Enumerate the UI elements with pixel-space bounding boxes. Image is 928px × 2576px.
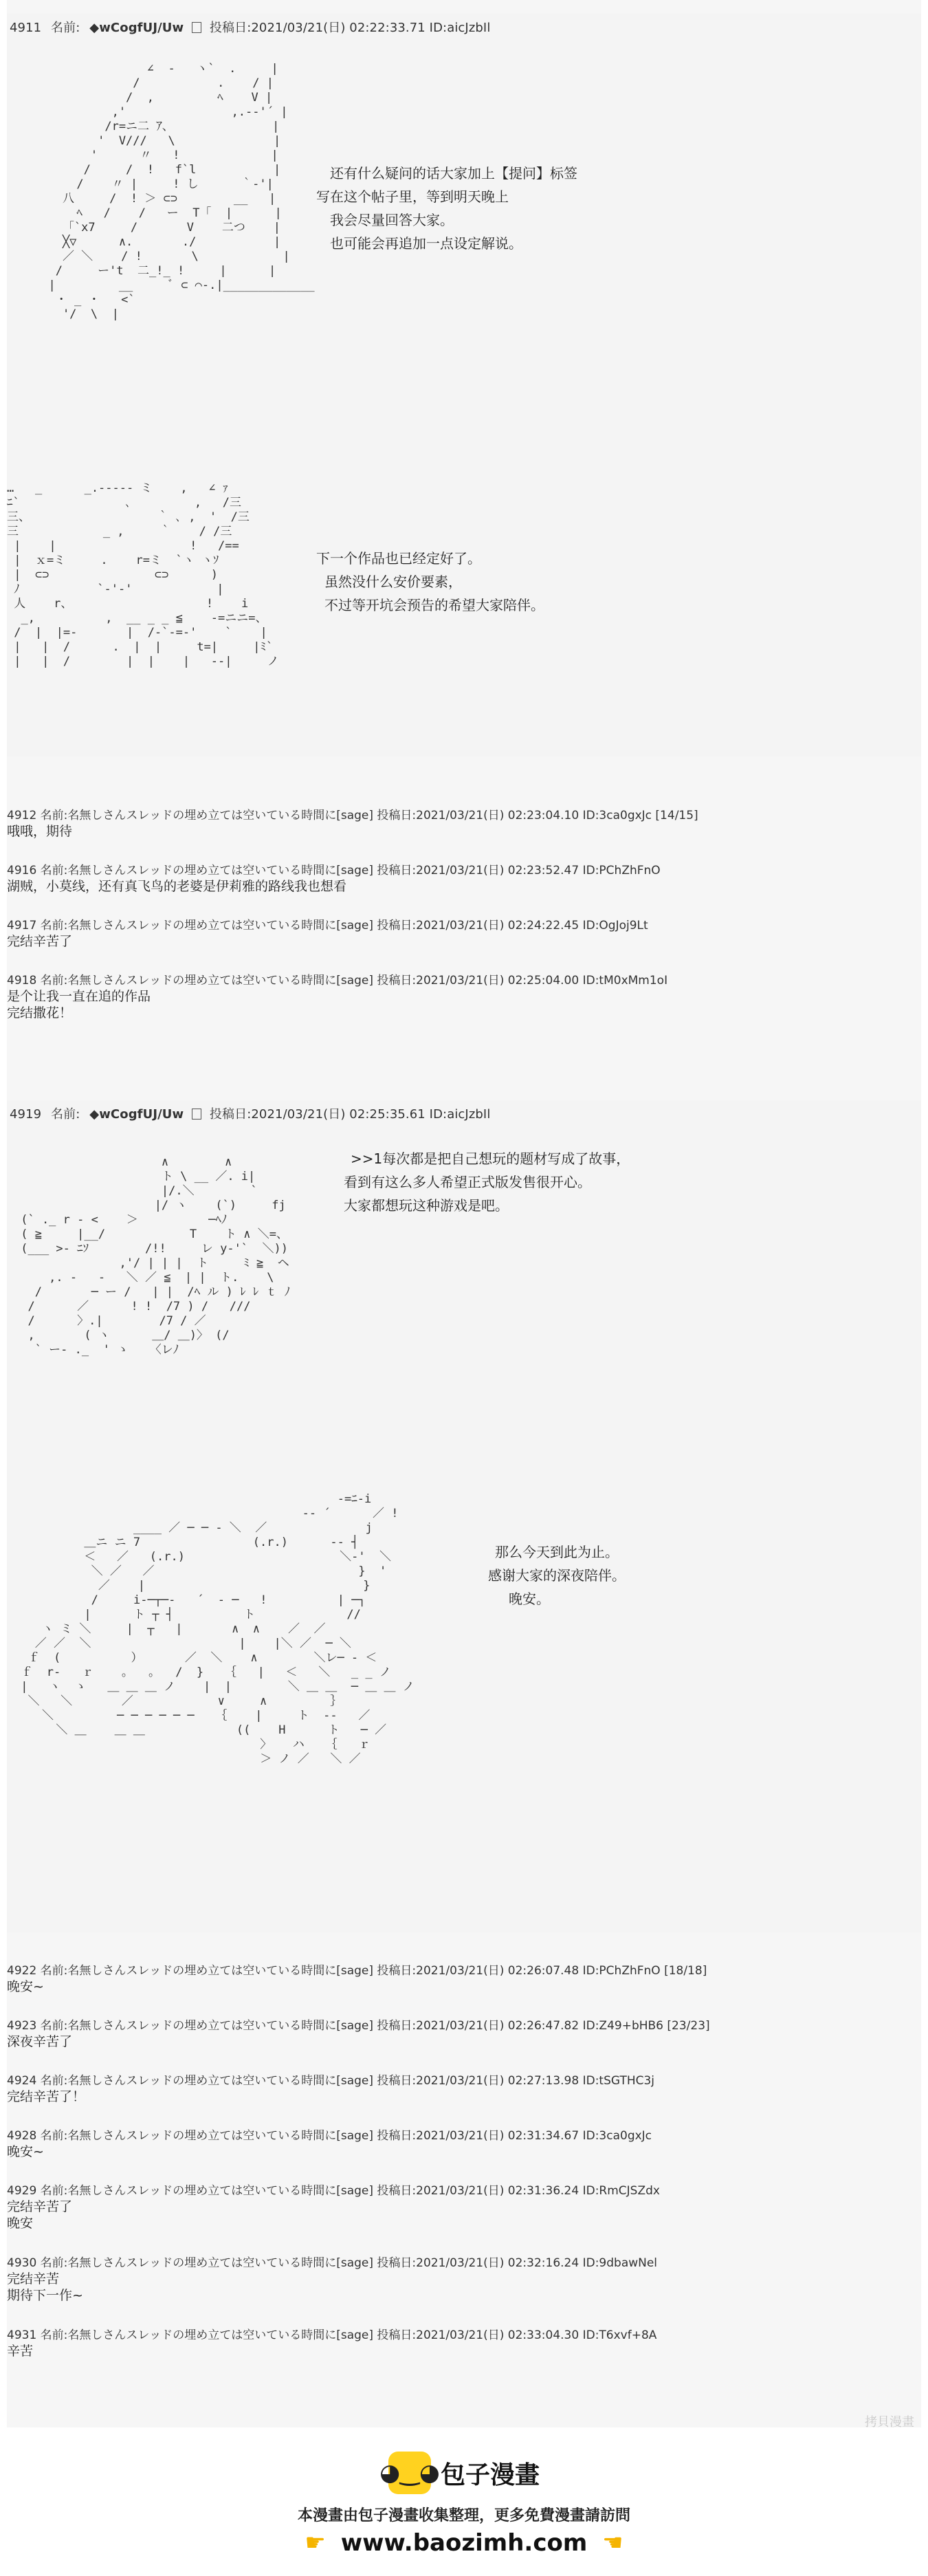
reply-text: 完结辛苦了: [7, 934, 73, 949]
speech-line: 下一个作品也已经定好了。: [316, 550, 481, 567]
reply-post: [7, 1963, 921, 1995]
reply-text: 完结辛苦了: [7, 2199, 73, 2214]
reply-header: 4924 名前:名無しさんスレッドの埋め立ては空いている時間に[sage] 投稿日:2021/03/21(日) 02:27:13.98 ID:tSGTHC3j: [7, 2074, 655, 2088]
reply-header: 4928 名前:名無しさんスレッドの埋め立ては空いている時間に[sage] 投稿日:2021/03/21(日) 02:31:34.67 ID:3ca0gxJc: [7, 2129, 652, 2143]
document-icon: [192, 22, 201, 33]
name-label: 名前:: [51, 1107, 80, 1122]
post-date-id: 投稿日:2021/03/21(日) 02:22:33.71 ID:aicJzbIl: [209, 21, 491, 35]
speech-line: 写在这个帖子里，等到明天晚上: [316, 188, 509, 205]
reply-text: 完结辛苦了！: [7, 2089, 86, 2104]
speech-line: 感谢大家的深夜陪伴。: [488, 1567, 626, 1584]
reply-text: 辛苦: [7, 2344, 34, 2359]
reply-header: 4930 名前:名無しさんスレッドの埋め立ては空いている時間に[sage] 投稿日:2021/03/21(日) 02:32:16.24 ID:9dbawNel: [7, 2256, 658, 2270]
speech-line: 我会尽量回答大家。: [330, 212, 454, 228]
speech-block-a: [344, 1147, 630, 1217]
brand-name: 包子漫畫: [440, 2460, 540, 2489]
footer-note: 本漫畫由包子漫畫收集整理，更多免費漫畫請訪問: [297, 2507, 630, 2524]
reply-header: 4931 名前:名無しさんスレッドの埋め立ては空いている時間に[sage] 投稿日:2021/03/21(日) 02:33:04.30 ID:T6xvf+8A: [7, 2328, 657, 2342]
reply-header: 4916 名前:名無しさんスレッドの埋め立ては空いている時間に[sage] 投稿日:2021/03/21(日) 02:23:52.47 ID:PChZhFnO: [7, 864, 661, 877]
ascii-art-fox-girl: … _ _.----- ミ , ∠ ｧ ﾆ` ､ , /三 三、 ｀ ､ , ' /三 三 _ , ｀ / /三 | | ! /== | ｘ=ミ . r=ミ `ヽ ヽｿ | ⊂⊃ ⊂⊃ ) ﾉ `‐'‐' | 人 r、 ! i _, , __ _ _ ≦ ‐=ニニ=、 / | |=- | /-`-=-' ` | | | / . | | t=| |ﾐ` | | / | | | ‐‐| ノ: [7, 481, 279, 668]
name-label: 名前:: [51, 21, 80, 35]
reply-text: 期待下一作~: [7, 2288, 83, 2303]
reply-text: 深夜辛苦了: [7, 2034, 73, 2049]
reply-text: 晚安: [7, 2216, 34, 2231]
site-link[interactable]: www.baozimh.com: [340, 2529, 588, 2557]
tripcode: ◆wCogfUJ/Uw: [89, 1107, 184, 1122]
reply-post: [7, 2128, 921, 2160]
reply-header: 4912 名前:名無しさんスレッドの埋め立ては空いている時間に[sage] 投稿日:2021/03/21(日) 02:23:04.10 ID:3ca0gxJc [14/15]: [7, 809, 698, 822]
post-number[interactable]: 4919: [10, 1107, 42, 1122]
reply-post: [7, 973, 921, 1021]
reply-header: 4922 名前:名無しさんスレッドの埋め立ては空いている時間に[sage] 投稿日:2021/03/21(日) 02:26:07.48 ID:PChZhFnO [18/18]: [7, 1964, 707, 1978]
reply-text: 湖贼，小莫线，还有真飞鸟的老婆是伊莉雅的路线我也想看: [7, 879, 347, 894]
reply-post: [7, 2018, 921, 2050]
reply-post: [7, 808, 921, 840]
post-header: [10, 1104, 490, 1122]
reply-text: 完结辛苦: [7, 2271, 60, 2286]
reply-text: 晚安~: [7, 1979, 44, 1994]
speech-line: 看到有这么多人希望正式版发售很开心。: [344, 1174, 591, 1190]
reply-header: 4923 名前:名無しさんスレッドの埋め立ては空いている時間に[sage] 投稿日:2021/03/21(日) 02:26:47.82 ID:Z49+bHB6 [23/23]: [7, 2019, 710, 2033]
footer-url-row: [0, 2529, 928, 2557]
speech-line: 虽然没什么安价要素，: [324, 574, 462, 590]
reply-post: [7, 918, 921, 950]
reply-header: 4918 名前:名無しさんスレッドの埋め立ては空いている時間に[sage] 投稿日:2021/03/21(日) 02:25:04.00 ID:tM0xMm1oI: [7, 974, 668, 987]
op-post-4919: [7, 1100, 921, 1932]
reply-post: [7, 2256, 921, 2304]
speech-line: 那么今天到此为止。: [495, 1544, 619, 1560]
speech-line: >>1每次都是把自己想玩的题材写成了故事，: [351, 1150, 630, 1167]
speech-line: 也可能会再追加一点设定解说。: [330, 235, 522, 252]
reply-post: [7, 2073, 921, 2105]
post-date-id: 投稿日:2021/03/21(日) 02:25:35.61 ID:aicJzbIl: [209, 1107, 491, 1122]
reply-text: 完结撒花！: [7, 1005, 73, 1020]
speech-line: 不过等开坑会预告的希望大家陪伴。: [324, 597, 544, 613]
document-icon: [192, 1109, 201, 1120]
ascii-art-cat-girl: ∠ ‐ ヽ` . | / . / | / , ﾍ V | ,' ,.-‐'´ | /r=ニ二 ｱ、 | ' V/// \ | ' 〃 ! | / / ! f`l | / 〃 | ! し ｀‐'| 八 / ! ＞ ⊂⊃ __ | ﾍ / / ー T「 | | 「`x7 / V 二つ | ╳▽ ∧. ./ | ／ ＼ / ! \ | / ー't 二_!_ ! | | | __ ﾞ ⊂ ⌒‐.|_____________ ・ _ ・ <` '/ \ |: [48, 62, 315, 321]
reply-header: 4917 名前:名無しさんスレッドの埋め立ては空いている時間に[sage] 投稿日:2021/03/21(日) 02:24:22.45 ID:OgJoj9Lt: [7, 919, 648, 932]
site-footer: [0, 2438, 928, 2576]
watermark: 拷貝漫畫: [865, 2415, 914, 2430]
reply-post: [7, 2328, 921, 2359]
op-post-4911: [7, 14, 921, 756]
tripcode: ◆wCogfUJ/Uw: [89, 21, 184, 35]
reply-header: 4929 名前:名無しさんスレッドの埋め立ては空いている時間に[sage] 投稿日:2021/03/21(日) 02:31:36.24 ID:RmCJSZdx: [7, 2184, 660, 2198]
speech-block-b: [488, 1540, 626, 1611]
reply-text: 晚安~: [7, 2144, 44, 2159]
reply-post: [7, 2183, 921, 2231]
reply-text: 是个让我一直在追的作品: [7, 989, 151, 1004]
post-number[interactable]: 4911: [10, 21, 42, 35]
reply-post: [7, 863, 921, 895]
speech-block-a: [316, 162, 577, 255]
speech-line: 大家都想玩这种游戏是吧。: [344, 1197, 509, 1214]
ascii-art-two-characters: ‐=ﾆ‐i ‐‐ ´ ／ ! ____ ／ ─ ─ ‐ ＼ ／ j ＿ニ ニ 7 (.r.) ‐‐ ┤ ＜ ／ (.r.) ＼‐' ＼ ＼ ／ ／ } ' ／ | } / i‐─┬─‐ ´ ‐ ─ ! | ─┐ | ト ┬ ┤ ト // ヽ ミ ＼ | ┬ | ∧ ∧ ／ ／ ／ ／ ＼ | |＼ ／ ─ ＼ ｆ ( ） ／ ＼ ∧ ＼レ─ ‐ ＜ ｆ r‐ ｒ ｡ ｡ / } ｛ | ＜ ＼ _ _ ノ | ヽ ゝ ＿ ＿ ＿ ノ | | ＼ ＿ ＿ ─ ＿ ＿ ノ ＼ ＼ ／ ∨ ∧ ｝ ＼ ─ ─ ─ ─ ─ ─ ｛ | ト ‐‐ ／ ＼ ＿ ＿ ＿ (( H ト ─ ／ 〉 ハ ｛ ｒ ＞ ノ ／ ＼ ／: [21, 1492, 415, 1766]
speech-line: 晚安。: [509, 1591, 550, 1607]
reply-text: 哦哦，期待: [7, 824, 73, 839]
post-header: [10, 18, 490, 36]
ascii-art-sitting-character: ∧ ∧ ト \ __ ／. i| |/.＼ ` |/ ヽ (`) fj (` ._ r ‐ < ＞ ─ﾍﾉ ( ≧ |__/ T ト ∧ ＼=、 (___ >‐ ﾆｿ /!! レ y‐'` ＼)) ,'/ | | | ト ﾐ ≧ ヘ ,. ‐ - ＼ ／ ≦ | | ト. \ / ─ ー / | | /ﾍ ル ) ﾚ ﾚ ｔ ﾉ / ／ ! ! /7 ) / /// / 〉.| /7 / ／ , ( ヽ ＿/ ＿)〉 (/ ` ー‐ ._ ' ゝ 〈レﾉ: [21, 1155, 291, 1357]
pointing-hand-icon: ☚: [602, 2529, 623, 2557]
pointing-hand-icon: ☛: [305, 2529, 326, 2557]
speech-line: 还有什么疑问的话大家加上【提问】标签: [330, 165, 577, 182]
brand[interactable]: [0, 2452, 928, 2494]
speech-block-b: [316, 547, 544, 617]
bun-logo-icon: ◕‿◕: [388, 2452, 431, 2494]
